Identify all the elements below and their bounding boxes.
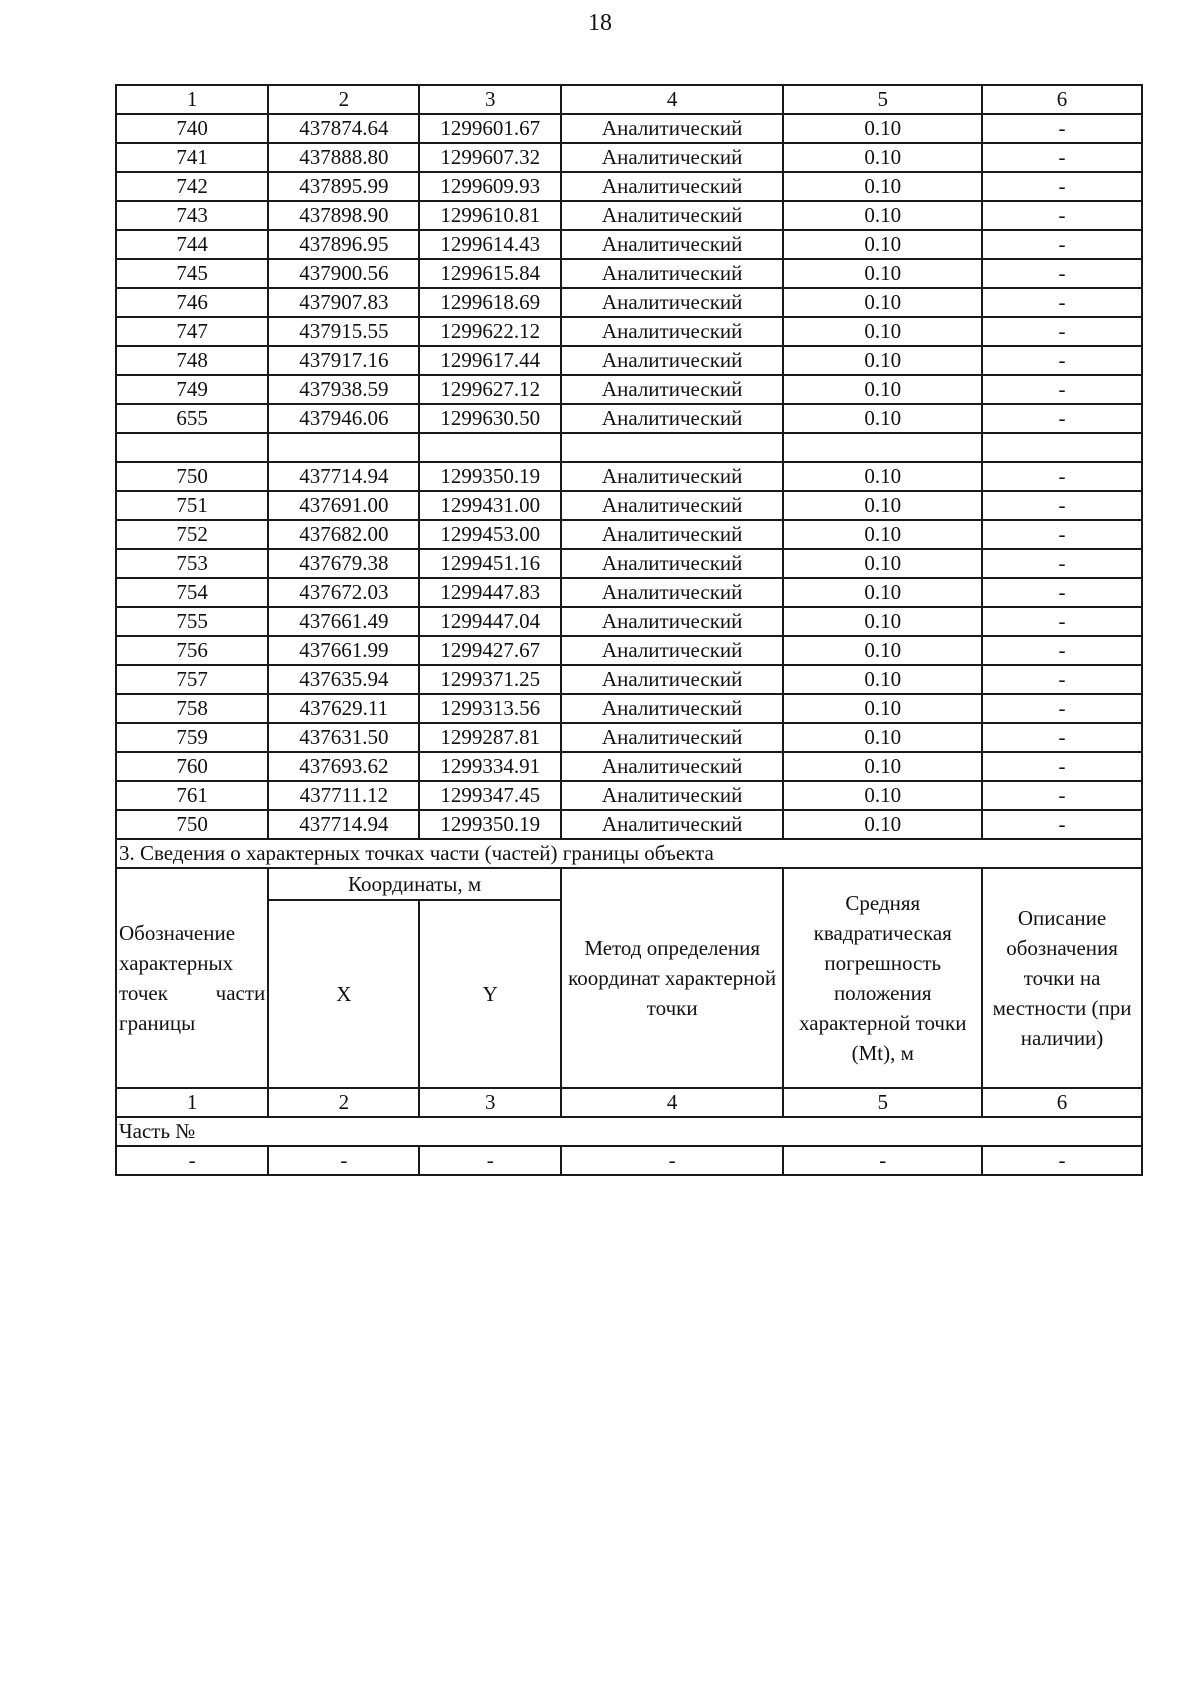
empty-cell (116, 433, 268, 462)
column-number: 6 (982, 85, 1142, 114)
table-cell: Аналитический (561, 665, 783, 694)
table-cell: 747 (116, 317, 268, 346)
table-row (116, 462, 1142, 491)
table-cell: 1299617.44 (419, 346, 560, 375)
table-cell: Аналитический (561, 462, 783, 491)
table-cell: Аналитический (561, 491, 783, 520)
table-cell: - (982, 607, 1142, 636)
table-cell: - (982, 723, 1142, 752)
page-number: 18 (588, 10, 612, 36)
table-cell: 1299427.67 (419, 636, 560, 665)
table-cell: - (982, 230, 1142, 259)
table-cell: 757 (116, 665, 268, 694)
table-cell: 437896.95 (268, 230, 419, 259)
table-cell: - (982, 201, 1142, 230)
table-row (116, 288, 1142, 317)
table-cell: 760 (116, 752, 268, 781)
part-data-row (116, 1146, 1142, 1175)
column-number: 4 (561, 1088, 783, 1117)
table-cell: - (419, 1146, 560, 1175)
table-cell: Аналитический (561, 636, 783, 665)
table-row (116, 143, 1142, 172)
table-cell: 437679.38 (268, 549, 419, 578)
empty-cell (268, 433, 419, 462)
table-cell: 1299615.84 (419, 259, 560, 288)
empty-separator-row (116, 433, 1142, 462)
table-row (116, 636, 1142, 665)
table-cell: - (982, 491, 1142, 520)
coordinates-table (115, 84, 1143, 1176)
table-cell: 746 (116, 288, 268, 317)
empty-cell (783, 433, 982, 462)
column-number: 6 (982, 1088, 1142, 1117)
table-cell: - (116, 1146, 268, 1175)
table-cell: 744 (116, 230, 268, 259)
table-top-section (116, 85, 1142, 433)
table-cell: 1299618.69 (419, 288, 560, 317)
table-row (116, 259, 1142, 288)
section-3-header-row-1 (116, 868, 1142, 900)
column-number: 1 (116, 85, 268, 114)
table-cell: 1299371.25 (419, 665, 560, 694)
table-cell: 758 (116, 694, 268, 723)
part-label-row (116, 1117, 1142, 1146)
table-cell: - (783, 1146, 982, 1175)
table-cell: Аналитический (561, 375, 783, 404)
table-cell: - (561, 1146, 783, 1175)
table-second-contour (116, 462, 1142, 839)
table-cell: 1299447.83 (419, 578, 560, 607)
table-cell: 0.10 (783, 346, 982, 375)
table-cell: 0.10 (783, 143, 982, 172)
table-cell: 749 (116, 375, 268, 404)
table-cell: - (982, 143, 1142, 172)
table-cell: Аналитический (561, 520, 783, 549)
table-cell: 0.10 (783, 114, 982, 143)
table-cell: 0.10 (783, 752, 982, 781)
table-cell: 0.10 (783, 607, 982, 636)
table-cell: 1299350.19 (419, 462, 560, 491)
table-cell: - (982, 259, 1142, 288)
table-cell: 0.10 (783, 491, 982, 520)
table-cell: 1299313.56 (419, 694, 560, 723)
table-cell: 0.10 (783, 781, 982, 810)
table-row (116, 230, 1142, 259)
empty-cell (561, 433, 783, 462)
table-cell: 1299287.81 (419, 723, 560, 752)
table-cell: 1299601.67 (419, 114, 560, 143)
table-cell: 0.10 (783, 201, 982, 230)
error-header: Средняя квадратическая погрешность положения характерной точки (Mt), м (783, 868, 982, 1088)
table-cell: 437714.94 (268, 462, 419, 491)
table-cell: 1299622.12 (419, 317, 560, 346)
table-cell: Аналитический (561, 114, 783, 143)
table-row (116, 172, 1142, 201)
table-cell: 1299347.45 (419, 781, 560, 810)
table-cell: 756 (116, 636, 268, 665)
table-cell: 0.10 (783, 810, 982, 839)
point-designation-header: Обозначение характерных точек части границы (116, 868, 268, 1088)
empty-cell (419, 433, 560, 462)
method-header: Метод определения координат характерной точки (561, 868, 783, 1088)
table-cell: 741 (116, 143, 268, 172)
table-row (116, 665, 1142, 694)
table-cell: Аналитический (561, 288, 783, 317)
table-cell: Аналитический (561, 781, 783, 810)
table-cell: 0.10 (783, 520, 982, 549)
column-number: 4 (561, 85, 783, 114)
table-cell: 748 (116, 346, 268, 375)
table-cell: 0.10 (783, 288, 982, 317)
table-cell: Аналитический (561, 259, 783, 288)
table-cell: 1299607.32 (419, 143, 560, 172)
table-cell: 437661.99 (268, 636, 419, 665)
table-cell: 0.10 (783, 317, 982, 346)
table-cell: - (982, 636, 1142, 665)
table-cell: - (982, 375, 1142, 404)
table-cell: Аналитический (561, 723, 783, 752)
y-header: Y (419, 900, 560, 1088)
table-row (116, 578, 1142, 607)
column-number: 2 (268, 85, 419, 114)
table-cell: 0.10 (783, 404, 982, 433)
table-row (116, 520, 1142, 549)
table-cell: Аналитический (561, 143, 783, 172)
table-cell: 0.10 (783, 230, 982, 259)
table-cell: 437711.12 (268, 781, 419, 810)
table-cell: Аналитический (561, 172, 783, 201)
table-cell: Аналитический (561, 404, 783, 433)
table-cell: 751 (116, 491, 268, 520)
table-cell: 437631.50 (268, 723, 419, 752)
table-cell: 0.10 (783, 259, 982, 288)
table-cell: 437895.99 (268, 172, 419, 201)
table-cell: 1299609.93 (419, 172, 560, 201)
table-cell: 655 (116, 404, 268, 433)
table-row (116, 723, 1142, 752)
table-cell: 0.10 (783, 723, 982, 752)
table-cell: - (982, 810, 1142, 839)
table-cell: 0.10 (783, 694, 982, 723)
table-cell: 437714.94 (268, 810, 419, 839)
table-cell: 437693.62 (268, 752, 419, 781)
table-cell: Аналитический (561, 810, 783, 839)
column-number: 1 (116, 1088, 268, 1117)
table-row (116, 607, 1142, 636)
table-row (116, 346, 1142, 375)
table-cell: Аналитический (561, 230, 783, 259)
table-cell: 759 (116, 723, 268, 752)
table-cell: 437691.00 (268, 491, 419, 520)
table-row (116, 491, 1142, 520)
table-cell: 750 (116, 462, 268, 491)
section-3 (116, 839, 1142, 1175)
table-cell: - (982, 665, 1142, 694)
table-cell: - (982, 172, 1142, 201)
table-cell: 437635.94 (268, 665, 419, 694)
table-cell: - (982, 114, 1142, 143)
table-cell: - (982, 346, 1142, 375)
table-cell: 437946.06 (268, 404, 419, 433)
table-cell: Аналитический (561, 317, 783, 346)
table-row (116, 549, 1142, 578)
table-cell: Аналитический (561, 346, 783, 375)
table-cell: 0.10 (783, 636, 982, 665)
table-row (116, 201, 1142, 230)
table-row (116, 317, 1142, 346)
table-cell: 0.10 (783, 375, 982, 404)
table-cell: 0.10 (783, 172, 982, 201)
table-cell: 750 (116, 810, 268, 839)
table-separator-section (116, 433, 1142, 462)
table-cell: - (982, 781, 1142, 810)
section-3-title-row (116, 839, 1142, 868)
table-cell: 437888.80 (268, 143, 419, 172)
table-cell: Аналитический (561, 607, 783, 636)
table-cell: 1299630.50 (419, 404, 560, 433)
column-number: 3 (419, 85, 560, 114)
table-row (116, 694, 1142, 723)
table-cell: - (982, 1146, 1142, 1175)
table-cell: 1299350.19 (419, 810, 560, 839)
table-cell: 1299451.16 (419, 549, 560, 578)
table-cell: 755 (116, 607, 268, 636)
table-cell: 752 (116, 520, 268, 549)
table-cell: 437938.59 (268, 375, 419, 404)
column-number-row-2 (116, 1088, 1142, 1117)
table-cell: 437629.11 (268, 694, 419, 723)
table-cell: 0.10 (783, 462, 982, 491)
table-cell: Аналитический (561, 549, 783, 578)
column-number: 2 (268, 1088, 419, 1117)
table-cell: Аналитический (561, 578, 783, 607)
table-cell: Аналитический (561, 752, 783, 781)
table-cell: - (982, 578, 1142, 607)
table-cell: - (982, 317, 1142, 346)
coordinates-header: Координаты, м (268, 868, 561, 900)
part-label: Часть № (116, 1117, 1142, 1146)
table-row (116, 114, 1142, 143)
table-cell: 1299431.00 (419, 491, 560, 520)
table-cell: 742 (116, 172, 268, 201)
table-row (116, 810, 1142, 839)
table-cell: 0.10 (783, 549, 982, 578)
table-cell: 745 (116, 259, 268, 288)
table-cell: Аналитический (561, 201, 783, 230)
table-cell: 437900.56 (268, 259, 419, 288)
table-cell: 437907.83 (268, 288, 419, 317)
table-cell: - (982, 694, 1142, 723)
table-cell: 753 (116, 549, 268, 578)
table-cell: - (982, 549, 1142, 578)
table-row (116, 781, 1142, 810)
empty-cell (982, 433, 1142, 462)
table-cell: 1299610.81 (419, 201, 560, 230)
table-cell: 437672.03 (268, 578, 419, 607)
table-cell: 437874.64 (268, 114, 419, 143)
x-header: X (268, 900, 419, 1088)
table-cell: - (982, 288, 1142, 317)
description-header: Описание обозначения точки на местности (при наличии) (982, 868, 1142, 1088)
table-cell: 0.10 (783, 578, 982, 607)
table-cell: - (268, 1146, 419, 1175)
table-cell: - (982, 462, 1142, 491)
table-cell: 743 (116, 201, 268, 230)
table-row (116, 404, 1142, 433)
table-cell: - (982, 404, 1142, 433)
table-cell: - (982, 520, 1142, 549)
table-cell: 437898.90 (268, 201, 419, 230)
table-cell: 761 (116, 781, 268, 810)
table-cell: - (982, 752, 1142, 781)
table-row (116, 375, 1142, 404)
table-cell: Аналитический (561, 694, 783, 723)
table-cell: 1299614.43 (419, 230, 560, 259)
table-cell: 437915.55 (268, 317, 419, 346)
column-number: 5 (783, 1088, 982, 1117)
column-number: 5 (783, 85, 982, 114)
table-cell: 437661.49 (268, 607, 419, 636)
table-cell: 0.10 (783, 665, 982, 694)
table-cell: 437917.16 (268, 346, 419, 375)
table-row (116, 752, 1142, 781)
table-cell: 1299627.12 (419, 375, 560, 404)
table-cell: 1299334.91 (419, 752, 560, 781)
table-cell: 1299447.04 (419, 607, 560, 636)
table-cell: 1299453.00 (419, 520, 560, 549)
table-cell: 754 (116, 578, 268, 607)
column-number: 3 (419, 1088, 560, 1117)
column-number-row (116, 85, 1142, 114)
section-3-title: 3. Сведения о характерных точках части (частей) границы объекта (116, 839, 1142, 868)
table-cell: 740 (116, 114, 268, 143)
table-cell: 437682.00 (268, 520, 419, 549)
